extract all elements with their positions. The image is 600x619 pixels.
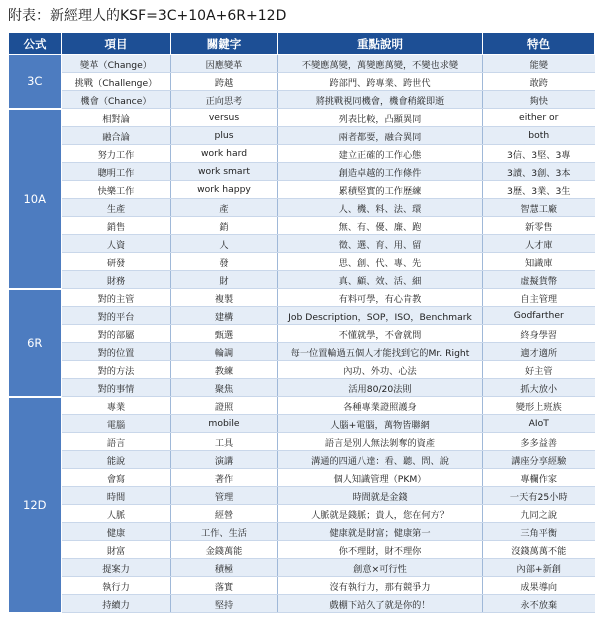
table-row — [9, 91, 595, 109]
table-row — [9, 559, 595, 577]
description-cell: 語言是別人無法剝奪的資產 — [278, 433, 483, 451]
item-cell: 能說 — [62, 451, 171, 469]
keyword-cell: 發 — [171, 253, 278, 271]
description-cell: 不懂就學，不會就問 — [278, 325, 483, 343]
item-cell: 銷售 — [62, 217, 171, 235]
item-cell: 人資 — [62, 235, 171, 253]
feature-cell: 能變 — [483, 55, 595, 73]
feature-cell: 3讀、3創、3本 — [483, 163, 595, 181]
description-cell: 累積堅實的工作歷練 — [278, 181, 483, 199]
feature-cell: 永不放棄 — [483, 595, 595, 613]
header-keyword: 關鍵字 — [171, 33, 278, 55]
item-cell: 提案力 — [62, 559, 171, 577]
feature-cell: 知識庫 — [483, 253, 595, 271]
description-cell: 內功、外功、心法 — [278, 361, 483, 379]
table-row — [9, 415, 595, 433]
keyword-cell: work hard — [171, 145, 278, 163]
feature-cell: 沒錢萬萬不能 — [483, 541, 595, 559]
formula-group-label: 6R — [9, 289, 62, 397]
table-row — [9, 361, 595, 379]
item-cell: 時間 — [62, 487, 171, 505]
feature-cell: 專欄作家 — [483, 469, 595, 487]
item-cell: 研發 — [62, 253, 171, 271]
item-cell: 持續力 — [62, 595, 171, 613]
keyword-cell: 輪調 — [171, 343, 278, 361]
description-cell: 徵、選、育、用、留 — [278, 235, 483, 253]
description-cell: 溝通的四通八達：看、聽、問、說 — [278, 451, 483, 469]
table-row — [9, 55, 595, 73]
description-cell: 人、機、料、法、環 — [278, 199, 483, 217]
item-cell: 融合論 — [62, 127, 171, 145]
item-cell: 對的事情 — [62, 379, 171, 397]
feature-cell: 抓大放小 — [483, 379, 595, 397]
feature-cell: 九同之說 — [483, 505, 595, 523]
description-cell: 不變應萬變，萬變應萬變，不變也求變 — [278, 55, 483, 73]
item-cell: 相對論 — [62, 109, 171, 127]
feature-cell: 內部+新創 — [483, 559, 595, 577]
table-row — [9, 127, 595, 145]
description-cell: 人腦+電腦，萬物皆聯網 — [278, 415, 483, 433]
table-body — [9, 55, 595, 613]
table-row — [9, 523, 595, 541]
keyword-cell: mobile — [171, 415, 278, 433]
feature-cell: 3信、3堅、3專 — [483, 145, 595, 163]
feature-cell: 講座分享經驗 — [483, 451, 595, 469]
table-row — [9, 199, 595, 217]
description-cell: 活用80/20法則 — [278, 379, 483, 397]
feature-cell: 敢跨 — [483, 73, 595, 91]
table-row — [9, 469, 595, 487]
keyword-cell: 產 — [171, 199, 278, 217]
keyword-cell: 因應變革 — [171, 55, 278, 73]
table-row — [9, 379, 595, 397]
item-cell: 挑戰（Challenge） — [62, 73, 171, 91]
description-cell: 戲棚下站久了就是你的！ — [278, 595, 483, 613]
feature-cell: 3歷、3業、3生 — [483, 181, 595, 199]
item-cell: 聰明工作 — [62, 163, 171, 181]
item-cell: 語言 — [62, 433, 171, 451]
description-cell: 思、創、代、專、先 — [278, 253, 483, 271]
table-row — [9, 433, 595, 451]
keyword-cell: 工作、生活 — [171, 523, 278, 541]
description-cell: 每一位置輪過五個人才能找到它的Mr. Right — [278, 343, 483, 361]
table-row — [9, 163, 595, 181]
description-cell: 跨部門、跨專業、跨世代 — [278, 73, 483, 91]
feature-cell: both — [483, 127, 595, 145]
feature-cell: 自主管理 — [483, 289, 595, 307]
item-cell: 健康 — [62, 523, 171, 541]
item-cell: 財富 — [62, 541, 171, 559]
table-row — [9, 451, 595, 469]
keyword-cell: 落實 — [171, 577, 278, 595]
table-row — [9, 271, 595, 289]
keyword-cell: plus — [171, 127, 278, 145]
description-cell: 有料可學，有心肯教 — [278, 289, 483, 307]
keyword-cell: 教練 — [171, 361, 278, 379]
item-cell: 對的平台 — [62, 307, 171, 325]
item-cell: 對的主管 — [62, 289, 171, 307]
table-row — [9, 145, 595, 163]
feature-cell: 多多益善 — [483, 433, 595, 451]
keyword-cell: 聚焦 — [171, 379, 278, 397]
keyword-cell: 工具 — [171, 433, 278, 451]
keyword-cell: 著作 — [171, 469, 278, 487]
feature-cell: 適才適所 — [483, 343, 595, 361]
formula-group-label: 12D — [9, 397, 62, 613]
keyword-cell: 證照 — [171, 397, 278, 415]
feature-cell: 變形上班族 — [483, 397, 595, 415]
table-row — [9, 577, 595, 595]
page-title: 附表：新經理人的KSF=3C+10A+6R+12D — [8, 8, 287, 24]
keyword-cell: 金錢萬能 — [171, 541, 278, 559]
table-row — [9, 217, 595, 235]
description-cell: 人脈就是錢脈；貴人，您在何方？ — [278, 505, 483, 523]
feature-cell: 三角平衡 — [483, 523, 595, 541]
table-row — [9, 235, 595, 253]
table-row — [9, 289, 595, 307]
item-cell: 努力工作 — [62, 145, 171, 163]
description-cell: 創意×可行性 — [278, 559, 483, 577]
item-cell: 會寫 — [62, 469, 171, 487]
keyword-cell: 正向思考 — [171, 91, 278, 109]
description-cell: 真、顧、效、活、細 — [278, 271, 483, 289]
description-cell: 無、有、優、廉、跑 — [278, 217, 483, 235]
item-cell: 財務 — [62, 271, 171, 289]
table-row — [9, 343, 595, 361]
keyword-cell: 跨越 — [171, 73, 278, 91]
keyword-cell: 甄選 — [171, 325, 278, 343]
feature-cell: AIoT — [483, 415, 595, 433]
description-cell: 個人知識管理（PKM） — [278, 469, 483, 487]
table-row — [9, 253, 595, 271]
feature-cell: 智慧工廠 — [483, 199, 595, 217]
table-row — [9, 505, 595, 523]
table-row — [9, 397, 595, 415]
item-cell: 機會（Chance） — [62, 91, 171, 109]
formula-group-label: 3C — [9, 55, 62, 109]
keyword-cell: 複製 — [171, 289, 278, 307]
item-cell: 生產 — [62, 199, 171, 217]
table-row — [9, 307, 595, 325]
description-cell: Job Description，SOP，ISO，Benchmark — [278, 307, 483, 325]
table-row — [9, 181, 595, 199]
keyword-cell: 建構 — [171, 307, 278, 325]
table-row — [9, 325, 595, 343]
header-description: 重點說明 — [278, 33, 483, 55]
header-feature: 特色 — [483, 33, 595, 55]
description-cell: 列表比較，凸顯異同 — [278, 109, 483, 127]
item-cell: 專業 — [62, 397, 171, 415]
header-row — [9, 33, 595, 55]
feature-cell: 一天有25小時 — [483, 487, 595, 505]
item-cell: 執行力 — [62, 577, 171, 595]
keyword-cell: work happy — [171, 181, 278, 199]
table-row — [9, 109, 595, 127]
keyword-cell: 人 — [171, 235, 278, 253]
feature-cell: either or — [483, 109, 595, 127]
feature-cell: 夠快 — [483, 91, 595, 109]
item-cell: 電腦 — [62, 415, 171, 433]
description-cell: 沒有執行力，那有競爭力 — [278, 577, 483, 595]
keyword-cell: 銷 — [171, 217, 278, 235]
description-cell: 將挑戰視同機會，機會稍縱即逝 — [278, 91, 483, 109]
keyword-cell: work smart — [171, 163, 278, 181]
feature-cell: 終身學習 — [483, 325, 595, 343]
description-cell: 你不理財，財不理你 — [278, 541, 483, 559]
item-cell: 變革（Change） — [62, 55, 171, 73]
feature-cell: 好主管 — [483, 361, 595, 379]
keyword-cell: 演講 — [171, 451, 278, 469]
description-cell: 建立正確的工作心態 — [278, 145, 483, 163]
table-row — [9, 595, 595, 613]
feature-cell: 成果導向 — [483, 577, 595, 595]
feature-cell: Godfarther — [483, 307, 595, 325]
table-row — [9, 487, 595, 505]
description-cell: 健康就是財富；健康第一 — [278, 523, 483, 541]
item-cell: 快樂工作 — [62, 181, 171, 199]
header-item: 項目 — [62, 33, 171, 55]
item-cell: 人脈 — [62, 505, 171, 523]
item-cell: 對的部屬 — [62, 325, 171, 343]
description-cell: 各種專業證照護身 — [278, 397, 483, 415]
keyword-cell: versus — [171, 109, 278, 127]
description-cell: 時間就是金錢 — [278, 487, 483, 505]
table-row — [9, 541, 595, 559]
keyword-cell: 管理 — [171, 487, 278, 505]
feature-cell: 虛擬貨幣 — [483, 271, 595, 289]
keyword-cell: 積極 — [171, 559, 278, 577]
description-cell: 創造卓越的工作條件 — [278, 163, 483, 181]
ksf-table — [8, 32, 595, 614]
keyword-cell: 經營 — [171, 505, 278, 523]
formula-group-label: 10A — [9, 109, 62, 289]
header-formula: 公式 — [9, 33, 62, 55]
table-row — [9, 73, 595, 91]
feature-cell: 人才庫 — [483, 235, 595, 253]
feature-cell: 新零售 — [483, 217, 595, 235]
description-cell: 兩者都要，融合異同 — [278, 127, 483, 145]
keyword-cell: 財 — [171, 271, 278, 289]
item-cell: 對的方法 — [62, 361, 171, 379]
keyword-cell: 堅持 — [171, 595, 278, 613]
item-cell: 對的位置 — [62, 343, 171, 361]
